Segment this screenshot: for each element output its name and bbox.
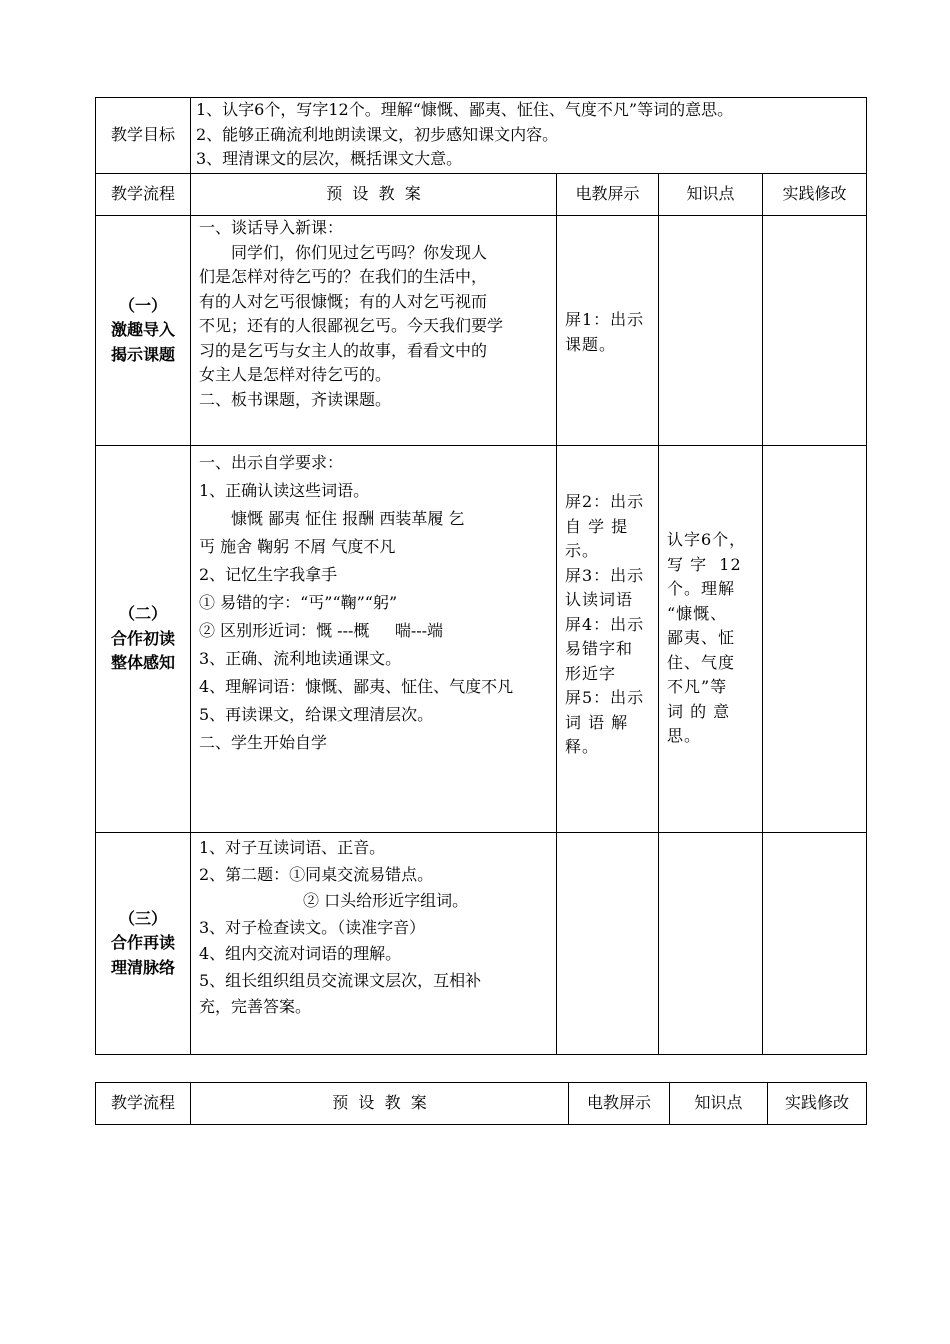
stage-label	[96, 446, 191, 833]
knowledge-line: 鄙夷、怔	[667, 628, 736, 647]
screen-line: 自 学 提	[565, 516, 629, 536]
stage-row	[96, 446, 867, 833]
knowledge-line: 个。理解	[667, 579, 736, 598]
stage-plan	[191, 446, 557, 833]
stage-knowledge	[659, 833, 763, 1055]
header-flow: 教学流程	[96, 174, 191, 216]
lesson-plan-table	[95, 97, 867, 1055]
plan-line: 1、对子互读词语、正音。	[199, 838, 386, 857]
plan-line: ① 易错的字：“丐”“鞠”“躬”	[199, 593, 398, 612]
knowledge-line: 思。	[667, 726, 702, 745]
stage-plan	[191, 216, 557, 446]
plan-line: 二、学生开始自学	[199, 733, 328, 752]
screen-line: 屏2：出示	[565, 492, 645, 511]
screen-line: 释。	[565, 737, 600, 756]
screen-line: 屏3：出示	[565, 565, 645, 585]
stage-label	[96, 833, 191, 1055]
stage-row	[96, 833, 867, 1055]
stage-number: （三）	[118, 908, 167, 928]
plan-line: 5、再读课文，给课文理清层次。	[199, 705, 434, 724]
knowledge-line: 不凡”等	[667, 677, 728, 696]
plan-line: 3、对子检查读文。（读准字音）	[199, 917, 426, 937]
plan-line: 慷慨 鄙夷 怔住 报酬 西装革履 乞	[231, 509, 465, 528]
header-screen: 电教屏示	[569, 1083, 670, 1125]
plan-line: 2、记忆生字我拿手	[199, 565, 338, 584]
header-knowledge: 知识点	[659, 174, 763, 216]
stage-plan	[191, 833, 557, 1055]
stage-number: （一）	[118, 295, 167, 315]
plan-line: 5、组长组织组员交流课文层次，互相补	[199, 970, 482, 990]
plan-line: 习的是乞丐与女主人的故事，看看文中的	[199, 340, 488, 360]
screen-line: 易错字和	[565, 639, 634, 658]
plan-line: 4、组内交流对词语的理解。	[199, 944, 402, 963]
screen-line: 认读词语	[565, 590, 634, 609]
plan-line: 女主人是怎样对待乞丐的。	[199, 365, 392, 384]
goal-item: 3、理清课文的层次，概括课文大意。	[196, 149, 463, 168]
lesson-plan-table-2	[95, 1082, 867, 1125]
screen-line: 词 语 解	[565, 712, 629, 732]
stage-screen	[557, 446, 659, 833]
plan-line: 丐 施舍 鞠躬 不屑 气度不凡	[199, 537, 396, 556]
stage-revise	[763, 446, 867, 833]
stage-title: 合作初读	[110, 628, 175, 648]
screen-line: 形近字	[565, 663, 617, 683]
plan-line: 同学们，你们见过乞丐吗？你发现人	[231, 242, 488, 262]
plan-line: 一、出示自学要求：	[199, 453, 344, 472]
header-plan: 预 设 教 案	[191, 1083, 569, 1125]
stage-revise	[763, 833, 867, 1055]
header-revise: 实践修改	[763, 174, 867, 216]
plan-line: 有的人对乞丐很慷慨；有的人对乞丐视而	[199, 291, 488, 311]
knowledge-line: 住、气度	[667, 652, 736, 672]
screen-line: 屏1：出示	[565, 310, 645, 329]
header-row	[96, 1083, 867, 1125]
goals-cell	[191, 98, 867, 174]
plan-line: 不见；还有的人很鄙视乞丐。今天我们要学	[199, 316, 504, 335]
stage-title: 揭示课题	[110, 344, 175, 364]
plan-line: 一、谈话导入新课：	[199, 218, 344, 237]
stage-screen	[557, 833, 659, 1055]
header-flow: 教学流程	[96, 1083, 191, 1125]
screen-line: 示。	[565, 541, 600, 560]
goal-item: 2、能够正确流利地朗读课文，初步感知课文内容。	[196, 124, 559, 144]
plan-line: ② 口头给形近字组词。	[303, 891, 469, 910]
knowledge-line: 写 字 12	[667, 554, 742, 574]
plan-line: 3、正确、流利地读通课文。	[199, 649, 402, 668]
stage-screen	[557, 216, 659, 446]
plan-line: ② 区别形近词：慨 ---概 喘---端	[199, 621, 444, 640]
header-screen: 电教屏示	[557, 174, 659, 216]
stage-title: 理清脉络	[110, 957, 175, 977]
stage-label	[96, 216, 191, 446]
plan-line: 充，完善答案。	[199, 997, 312, 1016]
stage-title: 整体感知	[110, 653, 175, 673]
header-plan: 预 设 教 案	[191, 174, 557, 216]
stage-number: （二）	[118, 604, 167, 624]
header-revise: 实践修改	[768, 1083, 867, 1125]
stage-row	[96, 216, 867, 446]
stage-title: 合作再读	[110, 933, 175, 953]
plan-line: 1、正确认读这些词语。	[199, 481, 370, 500]
screen-line: 屏4：出示	[565, 614, 645, 634]
plan-line: 2、第二题：①同桌交流易错点。	[199, 864, 434, 884]
plan-line: 二、板书课题，齐读课题。	[199, 389, 392, 409]
screen-line: 屏5：出示	[565, 688, 645, 707]
stage-knowledge	[659, 216, 763, 446]
stage-revise	[763, 216, 867, 446]
header-knowledge: 知识点	[670, 1083, 768, 1125]
plan-line: 4、理解词语：慷慨、鄙夷、怔住、气度不凡	[199, 677, 514, 696]
header-row	[96, 174, 867, 216]
knowledge-line: “慷慨、	[667, 603, 728, 623]
screen-line: 课题。	[565, 334, 617, 354]
goals-row	[96, 98, 867, 174]
stage-knowledge	[659, 446, 763, 833]
goals-label: 教学目标	[96, 98, 191, 174]
goal-item: 1、认字6个，写字12个。理解“慷慨、鄙夷、怔住、气度不凡”等词的意思。	[196, 100, 734, 119]
knowledge-line: 认字6个，	[667, 530, 747, 549]
knowledge-line: 词 的 意	[667, 701, 731, 721]
stage-title: 激趣导入	[110, 320, 175, 340]
plan-line: 们是怎样对待乞丐的？在我们的生活中，	[199, 267, 488, 286]
